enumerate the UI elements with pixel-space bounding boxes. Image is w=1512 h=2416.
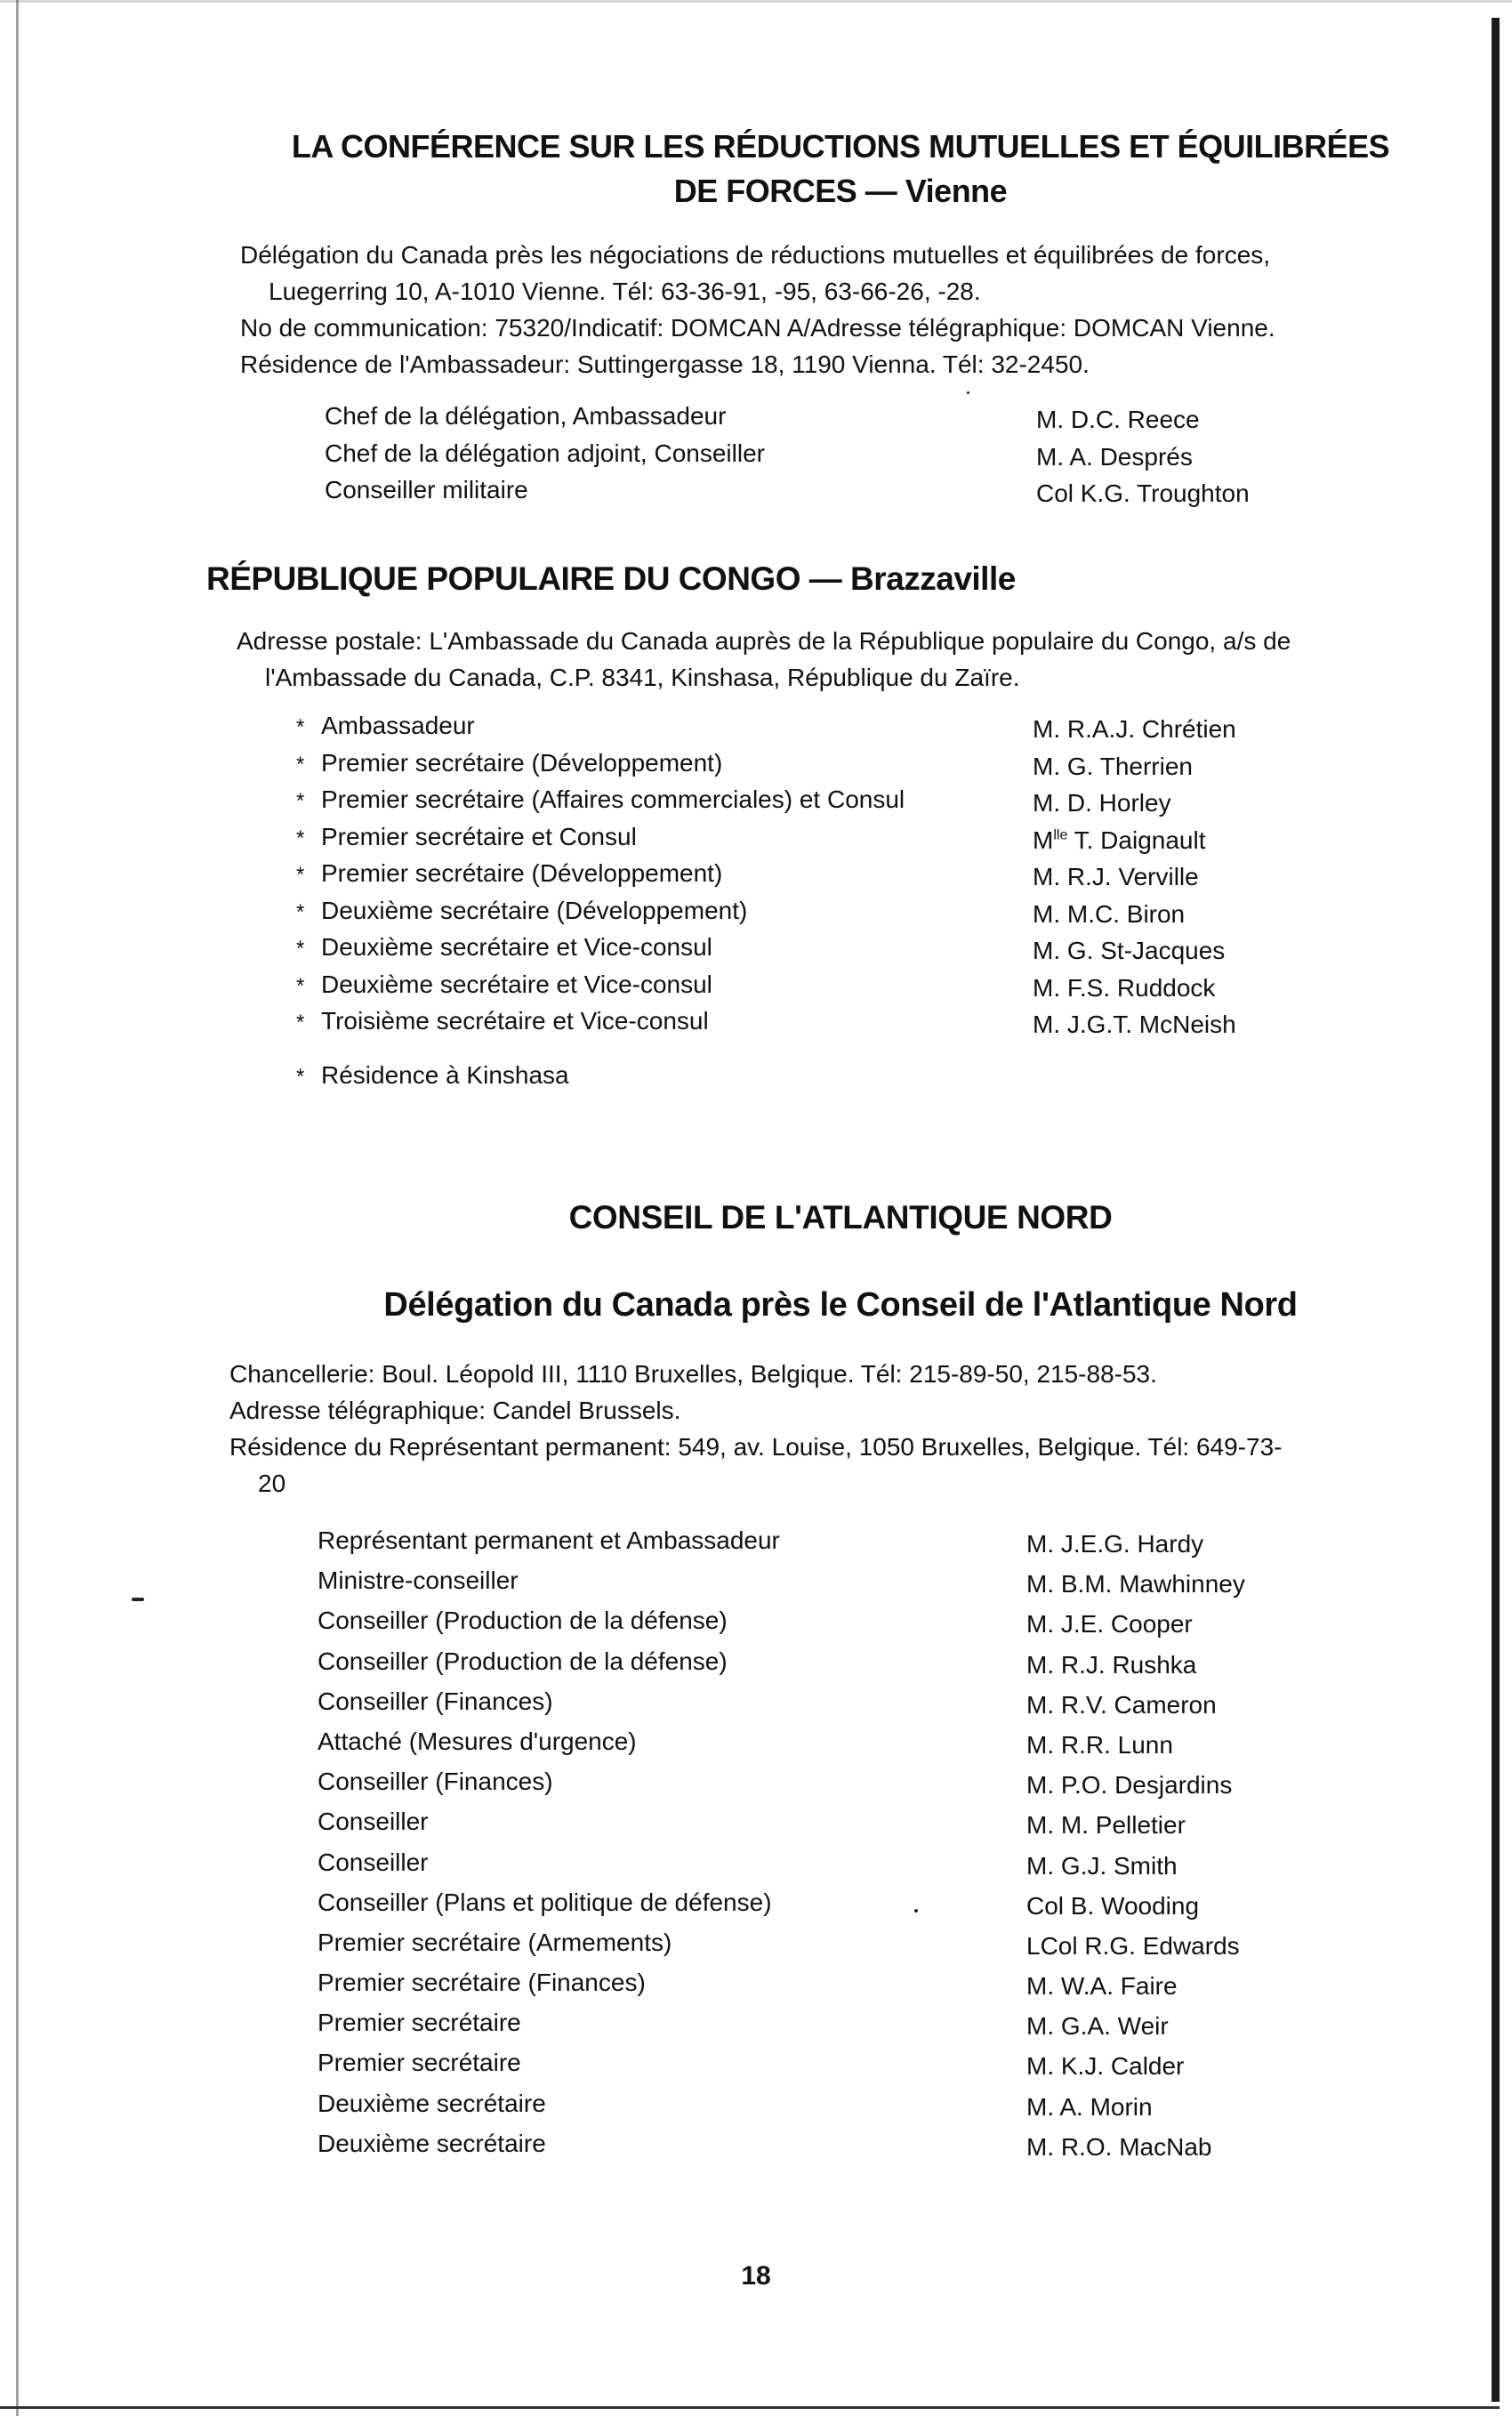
staff-role: Premier secrétaire (Armements) xyxy=(318,1928,672,1956)
nato-address-line-3: Résidence du Représentant permanent: 549, av. Louise, 1050 Bruxelles, Belgique. Tél: 649-73- xyxy=(229,1433,1283,1461)
asterisk-marker: * xyxy=(296,1065,305,1089)
staff-name: M. A. Morin xyxy=(1026,2092,1153,2121)
congo-staff-row xyxy=(296,749,1408,786)
staff-role: Représentant permanent et Ambassadeur xyxy=(318,1526,780,1554)
asterisk-marker: * xyxy=(296,715,305,739)
congo-staff-row xyxy=(296,712,1408,749)
mbfr-staff-row xyxy=(325,476,1392,513)
staff-name: M. A. Després xyxy=(1036,442,1193,471)
nato-staff-row xyxy=(318,2130,1429,2170)
staff-name: M. R.A.J. Chrétien xyxy=(1033,715,1236,743)
staff-name: M. G.J. Smith xyxy=(1026,1851,1178,1880)
name-superscript: lle xyxy=(1053,827,1068,843)
staff-name: M. M.C. Biron xyxy=(1033,899,1186,928)
staff-role: Chef de la délégation, Ambassadeur xyxy=(325,402,727,430)
staff-role-text: Troisième secrétaire et Vice-consul xyxy=(321,1007,709,1035)
congo-footnote xyxy=(296,1061,569,1090)
staff-name: M. W.A. Faire xyxy=(1026,1972,1178,2001)
mbfr-title-line-2: DE FORCES — Vienne xyxy=(673,173,1008,209)
nato-staff-row xyxy=(318,1969,1429,2009)
mbfr-address-line-1: Délégation du Canada près les négociations de réductions mutuelles et équilibrées de forces, xyxy=(240,241,1271,269)
nato-staff-row xyxy=(318,1687,1429,1727)
name-rest: T. Daignault xyxy=(1067,825,1206,854)
nato-address-line-1: Chancellerie: Boul. Léopold III, 1110 Bruxelles, Belgique. Tél: 215-89-50, 215-88-53. xyxy=(229,1360,1157,1388)
staff-name: M. M. Pelletier xyxy=(1026,1811,1186,1840)
mbfr-address-line-3: No de communication: 75320/Indicatif: DOMCAN A/Adresse télégraphique: DOMCAN Vienne. xyxy=(240,314,1275,342)
staff-role xyxy=(296,933,712,962)
nato-staff-row xyxy=(318,1889,1429,1929)
congo-staff-row xyxy=(296,933,1408,970)
nato-staff-row xyxy=(318,1607,1429,1647)
mbfr-staff-row xyxy=(325,402,1392,439)
mbfr-address-line-2: Luegerring 10, A-1010 Vienne. Tél: 63-36-91, -95, 63-66-26, -28. xyxy=(269,278,981,305)
staff-role-text: Premier secrétaire (Affaires commerciales) et Consul xyxy=(321,785,905,813)
staff-name: M. J.G.T. McNeish xyxy=(1033,1011,1236,1038)
staff-role xyxy=(296,1007,709,1035)
staff-role: Conseiller (Finances) xyxy=(318,1687,553,1715)
mbfr-title xyxy=(205,125,1476,213)
footnote-text: Résidence à Kinshasa xyxy=(321,1061,569,1089)
staff-name: M. D.C. Reece xyxy=(1036,406,1200,433)
staff-role-text: Ambassadeur xyxy=(321,712,475,739)
nato-staff-row xyxy=(318,2090,1429,2130)
staff-role xyxy=(296,785,905,814)
staff-role: Conseiller (Finances) xyxy=(318,1768,553,1796)
staff-name: M. P.O. Desjardins xyxy=(1026,1771,1233,1800)
nato-staff-row xyxy=(318,1808,1429,1848)
congo-staff-row xyxy=(296,859,1408,897)
staff-name: M. R.O. MacNab xyxy=(1026,2132,1212,2161)
congo-staff-row xyxy=(296,1007,1408,1044)
congo-staff-row xyxy=(296,897,1408,934)
staff-name: M. R.J. Rushka xyxy=(1026,1650,1197,1679)
nato-staff-row xyxy=(318,1929,1429,1969)
congo-staff-row xyxy=(296,970,1408,1008)
staff-role: Chef de la délégation adjoint, Conseiller xyxy=(325,439,765,467)
staff-role: Conseiller xyxy=(318,1848,429,1876)
congo-address-paragraph xyxy=(237,623,1291,696)
page-number: 18 xyxy=(741,2261,771,2291)
staff-name: Col K.G. Troughton xyxy=(1036,479,1250,507)
staff-name: M. R.R. Lunn xyxy=(1026,1730,1173,1759)
staff-role xyxy=(296,823,637,851)
staff-name: M. F.S. Ruddock xyxy=(1033,973,1216,1002)
congo-address-line-2: l'Ambassade du Canada, C.P. 8341, Kinshasa, République du Zaïre. xyxy=(265,664,1020,691)
staff-role-text: Premier secrétaire et Consul xyxy=(321,822,637,850)
staff-role: Attaché (Mesures d'urgence) xyxy=(318,1727,637,1755)
asterisk-marker: * xyxy=(296,973,305,998)
staff-role: Ministre-conseiller xyxy=(318,1566,519,1595)
staff-role: Premier secrétaire xyxy=(318,2049,521,2077)
scan-speck xyxy=(914,1909,918,1913)
nato-address-line-4: 20 xyxy=(258,1470,286,1497)
scan-speck xyxy=(967,391,969,394)
staff-role xyxy=(296,970,712,999)
nato-staff-list xyxy=(318,1526,1429,2170)
staff-role-text: Deuxième secrétaire et Vice-consul xyxy=(321,970,712,998)
mbfr-staff-list xyxy=(325,402,1392,513)
nato-staff-row xyxy=(318,1727,1429,1768)
congo-address-line-1: Adresse postale: L'Ambassade du Canada auprès de la République populaire du Congo, a/s de xyxy=(237,627,1291,655)
congo-staff-row xyxy=(296,823,1408,860)
name-prefix: M xyxy=(1033,825,1054,854)
staff-name xyxy=(1033,826,1205,855)
nato-address-line-2: Adresse télégraphique: Candel Brussels. xyxy=(229,1397,681,1424)
staff-name: M. D. Horley xyxy=(1033,789,1171,817)
nato-staff-row xyxy=(318,2049,1429,2089)
staff-role: Conseiller (Plans et politique de défense) xyxy=(318,1888,772,1916)
staff-name: M. R.J. Verville xyxy=(1033,863,1199,890)
staff-role xyxy=(296,712,475,740)
staff-role-text: Premier secrétaire (Développement) xyxy=(321,748,723,777)
staff-name: M. K.J. Calder xyxy=(1026,2052,1185,2081)
nato-subheading: Délégation du Canada près le Conseil de l'Atlantique Nord xyxy=(383,1286,1298,1324)
nato-heading: CONSEIL DE L'ATLANTIQUE NORD xyxy=(568,1199,1113,1236)
nato-staff-row xyxy=(318,1566,1429,1607)
asterisk-marker: * xyxy=(296,899,305,924)
staff-role: Deuxième secrétaire xyxy=(318,2089,546,2117)
staff-role: Conseiller militaire xyxy=(325,476,528,503)
staff-name: M. G.A. Weir xyxy=(1026,2012,1169,2041)
staff-role xyxy=(296,749,722,777)
staff-role-text: Premier secrétaire (Développement) xyxy=(321,859,723,887)
asterisk-marker: * xyxy=(296,937,305,961)
asterisk-marker: * xyxy=(296,752,305,777)
staff-name: M. J.E.G. Hardy xyxy=(1026,1530,1204,1558)
staff-name: Col B. Wooding xyxy=(1026,1891,1200,1920)
staff-role: Premier secrétaire xyxy=(318,2009,521,2037)
asterisk-marker: * xyxy=(296,1011,305,1035)
nato-staff-row xyxy=(318,1526,1429,1566)
nato-staff-row xyxy=(318,1647,1429,1687)
asterisk-marker: * xyxy=(296,789,305,813)
mbfr-address-paragraph xyxy=(240,237,1275,383)
nato-staff-row xyxy=(318,1848,1429,1889)
staff-name: M. B.M. Mawhinney xyxy=(1026,1570,1245,1599)
nato-staff-row xyxy=(318,1768,1429,1808)
staff-role xyxy=(296,859,722,888)
congo-staff-list xyxy=(296,712,1408,1044)
asterisk-marker: * xyxy=(296,863,305,887)
staff-name: M. G. Therrien xyxy=(1033,752,1193,780)
staff-name: M. J.E. Cooper xyxy=(1026,1610,1193,1639)
staff-name: M. G. St-Jacques xyxy=(1033,937,1226,964)
staff-role-text: Deuxième secrétaire et Vice-consul xyxy=(321,933,712,961)
staff-role xyxy=(296,897,747,925)
staff-name: LCol R.G. Edwards xyxy=(1026,1931,1240,1960)
mbfr-address-line-4: Résidence de l'Ambassadeur: Suttingergasse 18, 1190 Vienna. Tél: 32-2450. xyxy=(240,350,1090,378)
nato-address-paragraph xyxy=(229,1356,1283,1502)
staff-role-text: Deuxième secrétaire (Développement) xyxy=(321,896,748,924)
asterisk-marker: * xyxy=(296,825,305,850)
staff-role: Premier secrétaire (Finances) xyxy=(318,1969,646,1997)
staff-name: M. R.V. Cameron xyxy=(1026,1690,1217,1719)
staff-role: Deuxième secrétaire xyxy=(318,2129,546,2157)
congo-staff-row xyxy=(296,785,1408,823)
mbfr-staff-row xyxy=(325,439,1392,477)
nato-staff-row xyxy=(318,2009,1429,2049)
congo-heading: RÉPUBLIQUE POPULAIRE DU CONGO — Brazzaville xyxy=(206,560,1016,597)
staff-role: Conseiller (Production de la défense) xyxy=(318,1607,728,1635)
staff-role: Conseiller (Production de la défense) xyxy=(318,1647,728,1675)
scan-speck xyxy=(132,1598,144,1601)
mbfr-title-line-1: LA CONFÉRENCE SUR LES RÉDUCTIONS MUTUELLES ET ÉQUILIBRÉES xyxy=(291,128,1390,165)
staff-role: Conseiller xyxy=(318,1808,429,1836)
